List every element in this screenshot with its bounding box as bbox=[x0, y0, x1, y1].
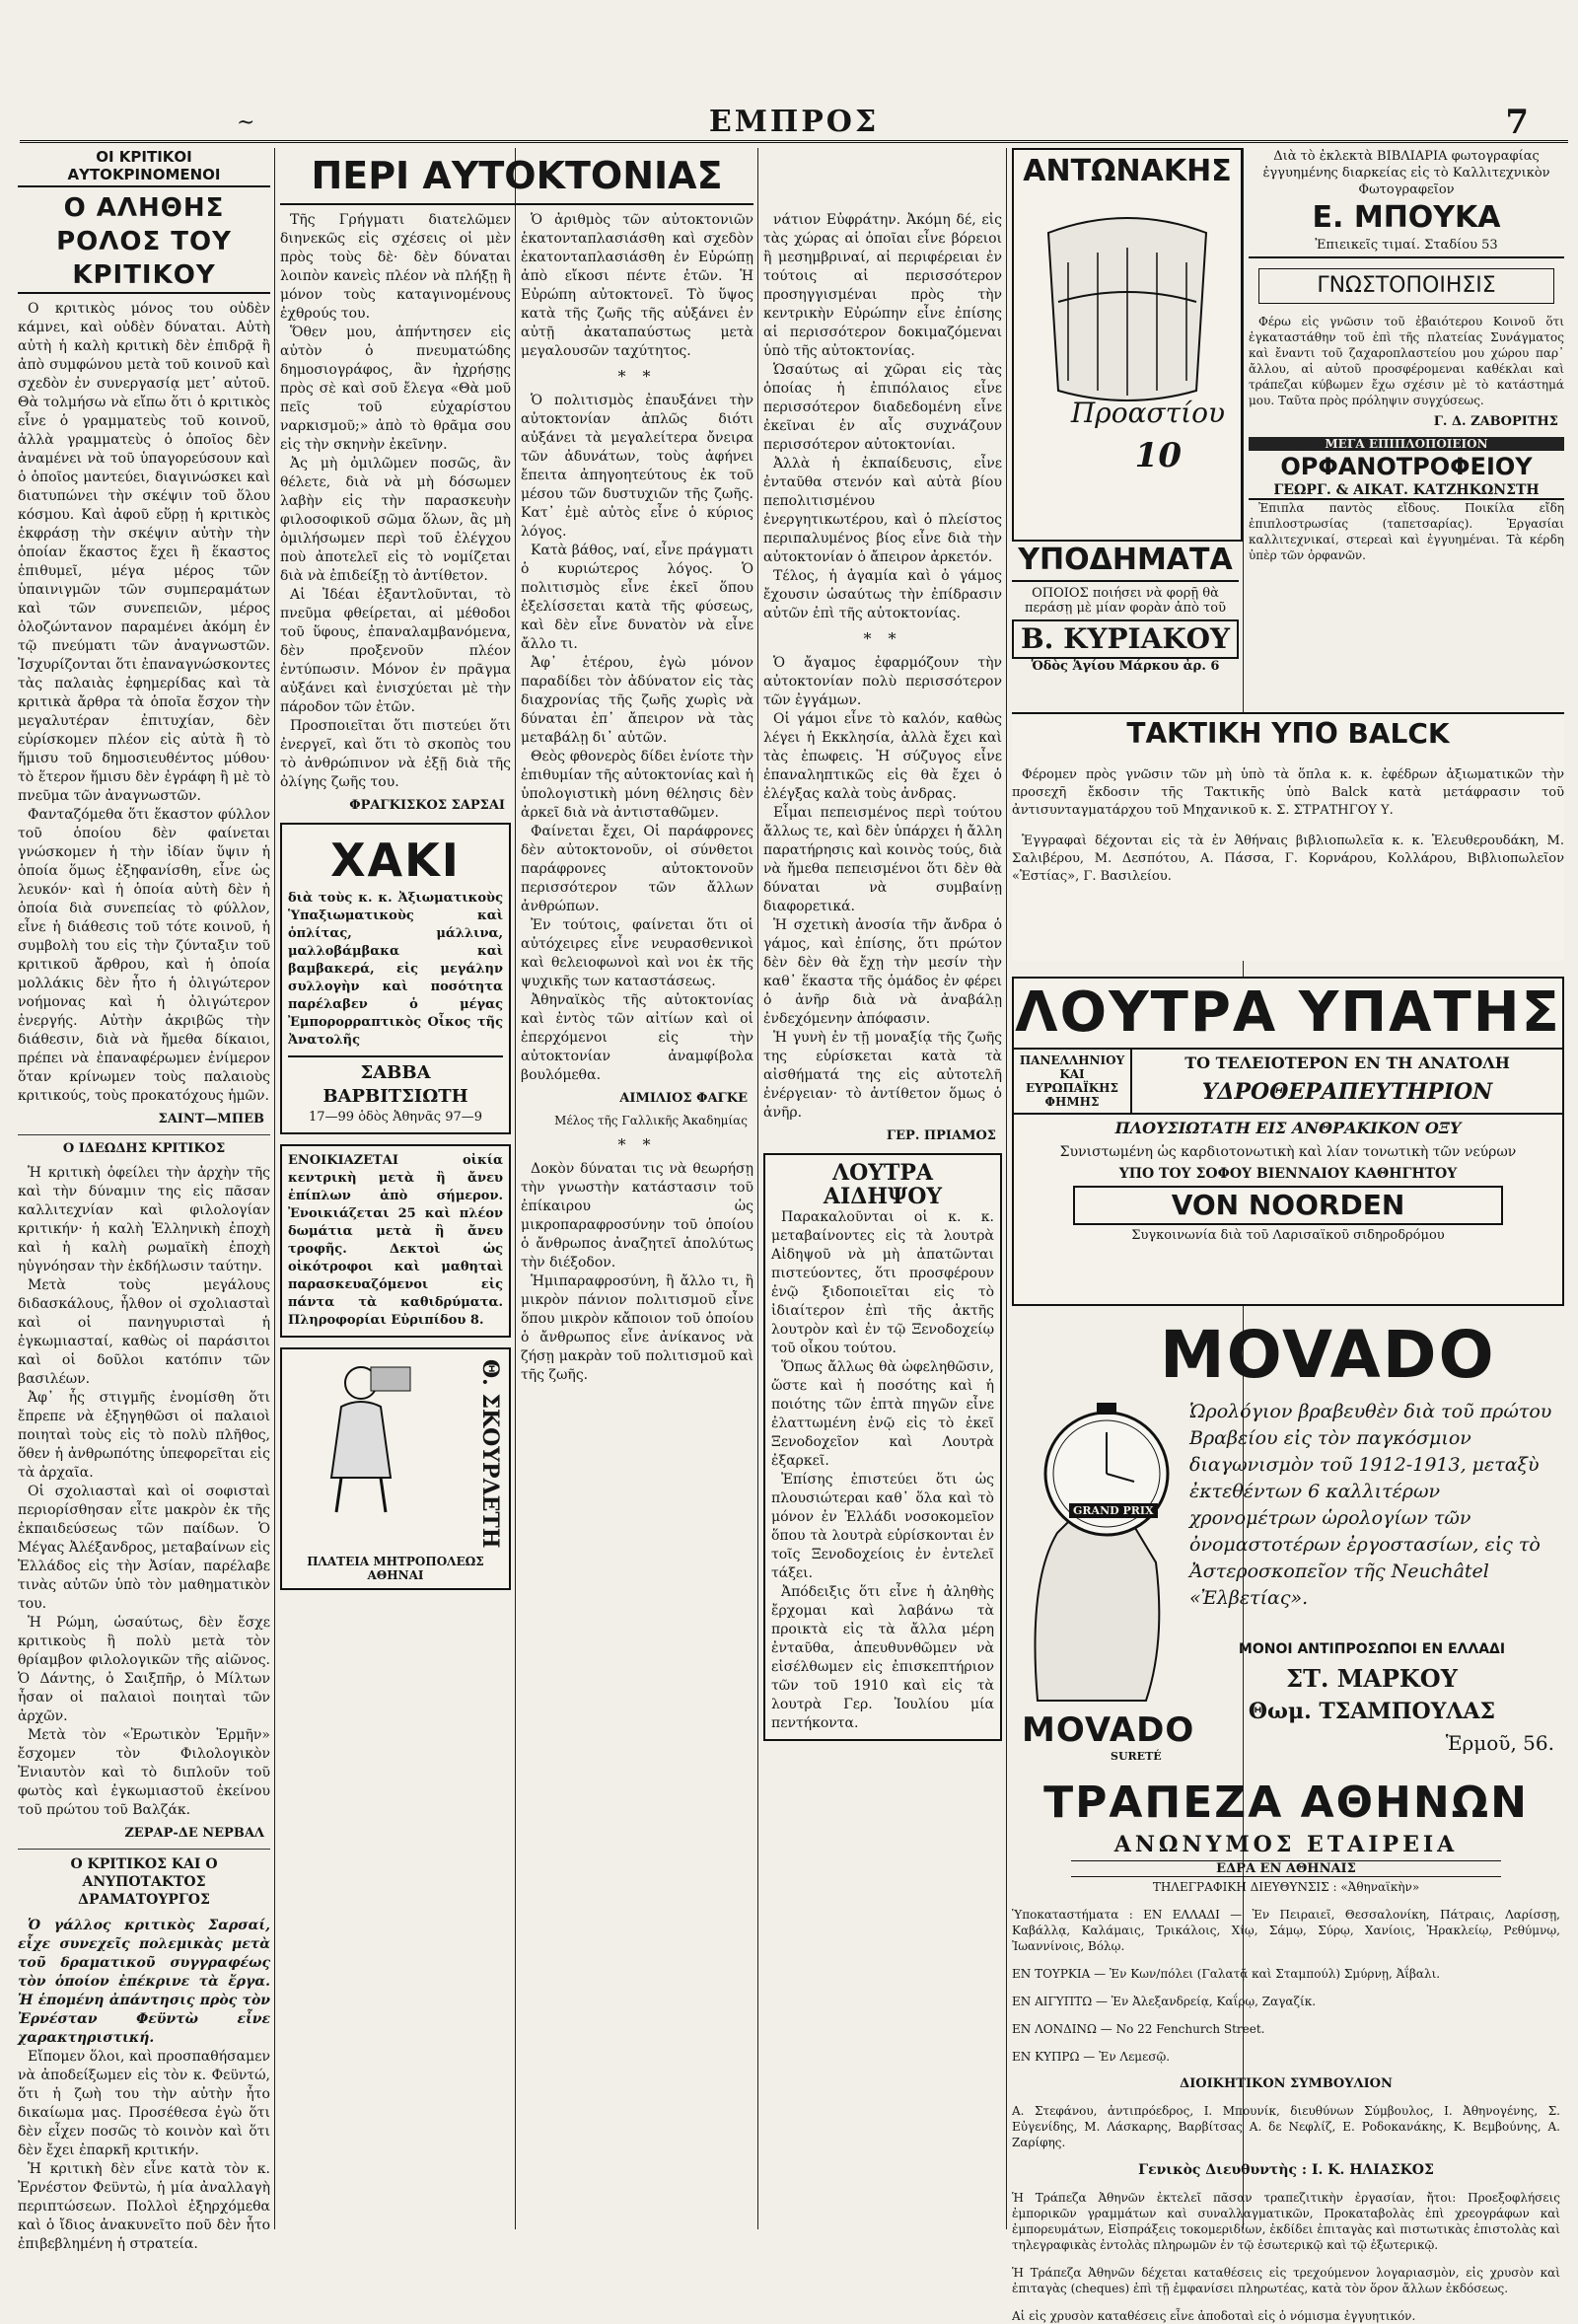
paragraph: Ὁ ἄγαμος ἐφαρμόζουν τὴν αὐτοκτονίαν πολὺ περισσότερον τῶν ἐγγάμων. bbox=[763, 655, 1002, 708]
paragraph: Ἡ Τράπεζα Ἀθηνῶν ἐκτελεῖ πᾶσαν τραπεζιτικὴν ἐργασίαν, ἤτοι: Προεξοφλήσεις ἐμπορικῶν γραμμάτων καὶ συναλλαγματικῶν, Προκαταβολὰς ἐπὶ χρεογράφων καὶ ἐμπορευμάτων, Εἰσπράξεις τοκομεριδίων, ἐκδίδει ἐπιταγὰς καὶ πιστωτικὰς ἐπιστολὰς καὶ τηλεγραφικὰς ἐντολὰς πληρωμῶν ἐν τῷ ἐσωτερικῷ καὶ τῷ ἐξωτερικῷ. bbox=[1012, 2191, 1560, 2252]
ad-address: Ὁδὸς Ἁγίου Μάρκου ἀρ. 6 bbox=[1031, 659, 1220, 674]
ad-title: ΛΟΥΤΡΑ ΥΠΑΤΗΣ bbox=[1015, 980, 1561, 1045]
ad-logo: MOVADO bbox=[1022, 1710, 1195, 1750]
ad-title: ΓΝΩΣΤΟΠΟΙΗΣΙΣ bbox=[1258, 268, 1554, 304]
column-rule bbox=[1006, 148, 1007, 2229]
ad-text: Ὡρολόγιον βραβευθὲν διὰ τοῦ πρώτου Βραβείου εἰς τὸν παγκόσμιον διαγωνισμὸν τοῦ 1912-1913, μεταξὺ ἐκτεθέντων 6 καλλιτέρων χρονομέτρων ὡρολογίων τῶν ὀνομαστοτέρων ἐργοστασίων, εἰς τὸ Ἀστεροσκοπεῖον τῆς Neuchâtel «Ἐλβετίας». bbox=[1189, 1401, 1552, 1609]
paragraph: Τῆς Γρήγματι διατελῶμεν διηνεκῶς εἰς σχέσεις οἱ μὲν πρὸς τοὺς δὲ· δὲν δύναται λοιπὸν κανεὶς πλέον νὰ πλήξῃ ἢ μόνον τοὺς καταγινομένους ἐχθρούς του. bbox=[280, 212, 511, 322]
ad-name: Β. ΚΥΡΙΑΚΟΥ bbox=[1012, 619, 1239, 659]
right-column-ads bbox=[1249, 148, 1564, 710]
author-signature: ΓΕΡ. ΠΡΙΑΜΟΣ bbox=[886, 1128, 996, 1143]
paragraph: Ἡ γυνὴ ἐν τῇ μοναξίᾳ τῆς ζωῆς της εὑρίσκεται κατὰ τὰ αἰσθήματά της εἰς αὐτοτελῆ ἐνέργειαν· τὸ ἀντίθετον ὅμως ὁ ἀνῆρ. bbox=[763, 1030, 1002, 1121]
ad-name: Ε. ΜΠΟΥΚΑ bbox=[1312, 200, 1501, 235]
paragraph: Ἡ κριτικὴ δὲν εἶνε κατὰ τὸν κ. Ἐρνέστον Φεϋντὼ, ἡ μία ἀναλλαγὴ περιπτώσεων. Πολλοὶ ἐξηρχόμεθα καὶ ὁ ἴδιος ἀνακυνεῖτο ποῦ δὲν ἦτο ἐπιβεβλημένη ἡ στρατεία. bbox=[18, 2161, 270, 2252]
paragraph: Ἀθηναϊκὸς τῆς αὐτοκτονίας καὶ ἐντὸς τῶν αἰτίων καὶ οἱ ἐπερχόμενοι εἰς τὴν αὐτοκτονίαν ἀναμφίβολα βουλόμεθα. bbox=[521, 992, 753, 1083]
author-signature: ΑΙΜΙΛΙΟΣ ΦΑΓΚΕ bbox=[619, 1091, 748, 1106]
ad-text: ΥΠΟ ΤΟΥ ΣΟΦΟΥ ΒΙΕΝΝΑΙΟΥ ΚΑΘΗΓΗΤΟΥ bbox=[1118, 1166, 1458, 1182]
ad-merchant: ΣΑΒΒΑ ΒΑΡΒΙΤΣΙΩΤΗ bbox=[288, 1055, 503, 1109]
paragraph: Ὁ γάλλος κριτικὸς Σαρσαί, εἶχε συνεχεῖς πολεμικὰς μετὰ τοῦ δραματικοῦ συγγραφέως τὸν ὁποίον ἐπέκρινε τὰ ἔργα. Ἡ ἑπομένη ἀπάντησις πρὸς τὸν Ἐρνέσταν Φεϋντὼ εἶνε χαρακτηριστική. bbox=[18, 1918, 270, 2046]
ad-headline: ΤΟ ΤΕΛΕΙΟΤΕΡΟΝ ΕΝ ΤΗ ΑΝΑΤΟΛΗ bbox=[1184, 1053, 1510, 1072]
paragraph: Ἡ Ρώμη, ὡσαύτως, δὲν ἔσχε κριτικοὺς ἢ πολὺ μετὰ τὸν θρίαμβον φιλολογικῶν τῆς αἰῶνος. Ὁ Δάντης, ὁ Σαιξπῆρ, ὁ Μίλτων ἦσαν οἱ παλαιοὶ ποιηταὶ τῶν ἀρχῶν. bbox=[18, 1615, 270, 1724]
ad-logo-sub: SURETÉ bbox=[1111, 1750, 1162, 1763]
ad-address: Ἑρμοῦ, 56. bbox=[1445, 1731, 1554, 1755]
paragraph: Θεὸς φθονερὸς δίδει ἐνίοτε τὴν ἐπιθυμίαν τῆς αὐτοκτονίας καὶ ἡ ὑπολογιστικὴ μόνη θέλησις δὲν ἀρκεῖ διὰ νὰ ἀντισταθῶμεν. bbox=[521, 749, 753, 821]
ad-aidipsos bbox=[763, 1153, 1002, 1741]
paragraph: ΕΝ ΛΟΝΔΙΝΩ — No 22 Fenchurch Street. bbox=[1012, 2022, 1265, 2036]
paragraph: ΕΝ ΑΙΓΥΠΤΩ — Ἐν Ἀλεξανδρείᾳ, Καΐρῳ, Ζαγαζίκ. bbox=[1012, 1995, 1317, 2008]
ad-title: ΤΡΑΠΕΖΑ ΑΘΗΝΩΝ bbox=[1043, 1778, 1529, 1828]
ornament-icon: ~ bbox=[237, 110, 255, 135]
author-affiliation: Μέλος τῆς Γαλλικῆς Ἀκαδημίας bbox=[554, 1114, 748, 1127]
ad-name: Θ. ΣΚΟΥΡΛΕΤΗ bbox=[477, 1359, 503, 1549]
ad-subhead: ΔΙΟΙΚΗΤΙΚΟΝ ΣΥΜΒΟΥΛΙΟΝ bbox=[1180, 2076, 1393, 2091]
article-headline: Ο ΑΛΗΘΗΣ ΡΟΛΟΣ ΤΟΥ ΚΡΙΤΙΚΟΥ bbox=[18, 191, 270, 294]
ad-name: VON NOORDEN bbox=[1073, 1186, 1503, 1225]
paragraph: Ἡ κριτικὴ ὀφείλει τὴν ἀρχὴν τῆς καὶ τὴν δύναμιν της εἰς πᾶσαν καλλιτεχνίαν καὶ φιλολογίαν κριτικήν· ἡ καλὴ Ἑλληνικὴ ἐποχὴ καὶ ἡ καλὴ ρωμαϊκὴ ἐποχὴ ηὑγνόησαν τὴν ἐκδήλωσιν ταύτην. bbox=[18, 1165, 270, 1274]
paragraph: Εἶμαι πεπεισμένος περὶ τούτου ἄλλως τε, καὶ δὲν ὑπάρχει ἡ ἄλλη παρατήρησις καὶ κοινὸς τούς, διὰ νὰ ἤμεθα πεπεισμένοι ὅτι δὲν θὰ δύναται νὰ συμβαίνῃ διαφορετικά. bbox=[763, 805, 1002, 914]
ad-title: ΟΡΦΑΝΟΤΡΟΦΕΙΟΥ bbox=[1280, 453, 1533, 480]
ad-address: ΠΛΑΤΕΙΑ ΜΗΤΡΟΠΟΛΕΩΣ ΑΘΗΝΑΙ bbox=[307, 1555, 484, 1582]
paragraph: Ἀφ᾽ ἑτέρου, ἐγὼ μόνον παραδίδει τὸν ἀδύνατον εἰς τὰς διαχρονίας τῆς ζωῆς χωρὶς νὰ δύναται ἐπ᾽ ἄπειρον νὰ τὰς μεταβάλῃ δι᾽ αὐτῶν. bbox=[521, 655, 753, 746]
ad-text: Συνιστωμένη ὡς καρδιοτονωτικὴ καὶ λίαν τονωτικὴ τῶν νεύρων bbox=[1059, 1144, 1517, 1160]
paragraph: Φέρομεν πρὸς γνῶσιν τῶν μὴ ὑπὸ τὰ ὅπλα κ. κ. ἐφέδρων ἀξιωματικῶν τὴν προσεχῆ ἔκδοσιν τῆς Τακτικῆς ὑπὸ Balck κατὰ μετάφρασιν τοῦ ἀντισυνταγματάρχου τοῦ Μηχανικοῦ κ. Σ. ΣΤΡΑΤΗΓΟΥ Υ. bbox=[1012, 767, 1564, 818]
ad-title: MOVADO bbox=[1160, 1317, 1496, 1393]
paragraph: Φαίνεται ἔχει, Οἱ παράφρονες δὲν αὐτοκτονοῦν, οἱ σύνθετοι παράφρονες αὐτοκτονοῦν περισσότερον τῶν ἄλλων ἀνθρώπων. bbox=[521, 824, 753, 914]
paragraph: Ἐγγραφαὶ δέχονται εἰς τὰ ἐν Ἀθήναις βιβλιοπωλεῖα κ. κ. Ἐλευθερουδάκη, Μ. Σαλιβέρου, Μ. Δεσπότου, Α. Πάσσα, Γ. Κορνάρου, Κολλάρου, Βιβλιοπωλεῖον «Ἑστίας», Γ. Βασιλείου. bbox=[1012, 834, 1564, 884]
column-rule bbox=[757, 148, 758, 2229]
ad-movado bbox=[1012, 1316, 1560, 1770]
paragraph: Οἱ σχολιασταὶ καὶ οἱ σοφισταὶ περιορίσθησαν εἶτε μακρὸν ἐκ τῆς ἐκπαιδεύσεως τῶν παίδων. Ὁ Μέγας Ἀλέξανδρος, μεταβαίνων εἰς Ἑλλάδος εἰς τὴν Ἀσίαν, παρέλαβε τινὰς αὐτῶν ὑπὸ τὸν μαθηματικὸν του. bbox=[18, 1484, 270, 1612]
ad-subtitle: ΑΝΩΝΥΜΟΣ ΕΤΑΙΡΕΙΑ bbox=[1113, 1832, 1459, 1857]
ad-title: ΤΑΚΤΙΚΗ ΥΠΟ BALCK bbox=[1126, 717, 1450, 750]
paragraph: Ὁ πολιτισμὸς ἐπαυξάνει τὴν αὐτοκτονίαν ἀπλῶς διότι αὐξάνει τὰ μεγαλείτερα ὄνειρα τῶν ἀδυνάτων, τοὺς ἀφήνει ἔπειτα ἀπηγοητεύτους ἐκ τοῦ μέσου τῶν δυστυχιῶν τῆς ζωῆς. Κατ᾽ ἐμὲ αὐτὸς εἶνε ὁ κύριος λόγος. bbox=[521, 393, 753, 540]
ad-skourleti bbox=[280, 1347, 511, 1590]
newspaper-title: ΕΜΠΡΟΣ bbox=[708, 105, 880, 139]
ad-footer: Συγκοινωνία διὰ τοῦ Λαρισαϊκοῦ σιδηροδρόμου bbox=[1131, 1228, 1445, 1243]
ad-title: ΥΠΟΔΗΜΑΤΑ bbox=[1012, 541, 1239, 582]
column-rule bbox=[515, 148, 516, 2229]
ad-text: διὰ τοὺς κ. κ. Ἀξιωματικοὺς Ὑπαξιωματικοὺς καὶ ὁπλίτας, μάλλινα, μαλλοβάμβακα καὶ βαμβακερά, εἰς μεγάλην συλλογὴν καὶ ποσότητα παρέλαβεν ὁ μέγας Ἐμπορορραπτικὸς Οἶκος τῆς Ἀνατολῆς bbox=[288, 891, 503, 1048]
ad-address: Ἐπιεικεῖς τιμαί. Σταδίου 53 bbox=[1249, 238, 1564, 258]
ad-text: ΕΝΟΙΚΙΑΖΕΤΑΙ οἰκία κεντρικὴ μετὰ ἢ ἄνευ ἐπίπλων ἀπὸ σήμερον. Ἐνοικιάζεται 25 καὶ πλέον δωμάτια μετὰ ἢ ἄνευ τροφῆς. Δεκτοὶ ὡς οἰκότροφοι καὶ μαθηταὶ παρασκευαζόμενοι εἰς πάντα τὰ καθιδρύματα. Πληροφορίαι Εὐριπίδου 8. bbox=[288, 1153, 503, 1328]
paragraph: Ἀπόδειξις ὅτι εἶνε ἡ ἀληθὴς ἔρχομαι καὶ λαβάνω τὰ προικτὰ εἰς τὰ ἄλλα μέρη ἐνταῦθα, ἀπευθυνθῶμεν νὰ εἰσέλθωμεν εἰς ἐπισκεπτήριον τῶν τοῦ 1910 καὶ εἰς τὰ λουτρὰ Γερ. Ἰουλίου μία πεντήκοντα. bbox=[771, 1584, 994, 1731]
article-suicide-cont bbox=[521, 211, 753, 2229]
paragraph: Μετὰ τὸν «Ἐρωτικὸν Ἑρμῆν» ἔσχομεν τὸν Φιλολογικὸν Ἐνιαυτὸν καὶ τὸ διπλοῦν τοῦ φωτὸς καὶ ἐγκωμιαστοῦ ἐκείνου τοῦ πρώτου τοῦ Βαλζάκ. bbox=[18, 1727, 270, 1818]
paragraph: Μετὰ τοὺς μεγάλους διδασκάλους, ἦλθον οἱ σχολιασταὶ καὶ οἱ πανηγυρισταὶ ἡ ἐγκωμιασταί, καθὼς οἱ παράσιτοι καὶ οἱ δοῦλοι κατόπιν τῶν βασιλέων. bbox=[18, 1277, 270, 1387]
ad-tactic bbox=[1012, 712, 1564, 961]
paragraph: Οἱ γάμοι εἶνε τὸ καλόν, καθὼς λέγει ἡ Εκκλησία, ἀλλὰ ἔχει καὶ τὰς ἐπωφεις. Ἡ σύζυγος εἶνε ἐπαναληπτικῶς εἰς θὰ ἔχει ὁ ἐλέγξας καλὰ τοὺς ἀνδρας. bbox=[763, 711, 1002, 802]
paragraph: Ὅθεν μου, ἀπήντησεν εἰς αὐτὸν ὁ πνευματώδης δημοσιογράφος, ἂν ἠχρήσῃς πρὸς σὲ καὶ σοῦ ἔλεγα «Θὰ μοῦ πεῖς τοῦ εὐχαρίστου ναρκισμοῦ;» ἀπὸ τὸ θρᾶμα σου εἰς τὴν σκηνὴν ἐκεῖνην. bbox=[280, 325, 511, 453]
ad-subhead: Γενικὸς Διευθυντὴς : Ι. Κ. ΗΛΙΑΣΚΟΣ bbox=[1138, 2162, 1434, 2178]
paragraph: Ἀλλὰ ἡ ἐκπαίδευσις, εἶνε ἐνταῦθα στενόν καὶ αὐτὰ βίου πεπολιτισμένου ἐνεργητικωτέρου, καὶ ὁ πλείστος περιπαλυμένος βίος εἶνε διὰ τὴν αὐτοκτονίαν ὁ ἄπειρον ἀρκετόν. bbox=[763, 456, 1002, 565]
author-signature: ΖΕΡΑΡ-ΔΕ ΝΕΡΒΑΛ bbox=[124, 1826, 264, 1841]
section-divider-stars: * * bbox=[863, 629, 902, 648]
paragraph: Δοκὸν δύναται τις νὰ θεωρήσῃ τὴν γνωστὴν κατάστασιν τοῦ ἐπίκαιρου ὡς μικροπαραφροσύνην τοῦ ὁποίου ὁ ἄνθρωπος ἀναζητεῖ ἀπολύτως τὴν διέξοδον. bbox=[521, 1161, 753, 1271]
paragraph: Παρακαλοῦνται οἱ κ. κ. μεταβαίνοντες εἰς τὰ λουτρὰ Αἰδηψοῦ νὰ μὴ ἀπατῶνται πιστεύοντες, ὅτι προσφέρουν ἐνῷ ξιδοποιεῖται εἰς τὸ ἰδιαίτερον ἐπὶ τῆς ἀκτῆς λουτρὸν καὶ ἐν τῷ Ξενοδοχείῳ τοῦ οἶκου τούτου. bbox=[771, 1209, 994, 1356]
section-subhead: Ο ΚΡΙΤΙΚΟΣ ΚΑΙ Ο ΑΝΥΠΟΤΑΚΤΟΣ ΔΡΑΜΑΤΟΥΡΓΟΣ bbox=[18, 1849, 270, 1909]
figure-illustration bbox=[302, 1359, 420, 1517]
ad-name: ΓΕΩΡΓ. & ΑΙΚΑΤ. ΚΑΤΖΗΚΩΝΣΤΗ bbox=[1249, 482, 1564, 500]
paragraph: Αἱ Ἰδέαι ἐξαντλοῦνται, τὸ πνεῦμα φθείρεται, αἱ μέθοδοι τοῦ ὕφους, ἐπαναλαμβανόμενα, δὲν προξενοῦν πλέον ἐντύπωσιν. Μόνον ἐν πρᾶγμα αὐξάνει καὶ ἐνισχύεται μὲ τὴν πάροδον τῶν ἐτῶν. bbox=[280, 587, 511, 715]
paragraph: Ὑποκαταστήματα : ΕΝ ΕΛΛΑΔΙ — Ἐν Πειραιεῖ, Θεσσαλονίκη, Πάτραις, Λαρίσσῃ, Καβάλλᾳ, Καλάμαις, Τρικάλοις, Χίῳ, Σάμῳ, Σύρῳ, Χανίοις, Ἡρακλείῳ, Ρεθύμνῳ, Ἰωαννίνοις, Βόλῳ. bbox=[1012, 1908, 1560, 1953]
section-divider-stars: * * bbox=[617, 367, 657, 386]
paragraph: ΕΝ ΤΟΥΡΚΙΑ — Ἐν Κων/πόλει (Γαλατᾷ καὶ Σταμπούλ) Σμύρνῃ, Ἀΐβαλι. bbox=[1012, 1967, 1441, 1981]
hand-watch-illustration bbox=[1018, 1385, 1185, 1710]
paragraph: Ἡ σχετικὴ ἀνοσία τῆν ἄνδρα ὁ γάμος, καὶ ἐπίσης, ὅτι πρώτον δὲν δὲν θὰ ἔχῃ τὴν μεσίν τὴν καθ᾽ ἕκαστα τῆς ὁμάδος ἐν φέρει ὁ ἀνῆρ διὰ νὰ ἀναβάλῃ ἐνδεχόμενην ἀπόφασιν. bbox=[763, 917, 1002, 1027]
article-headline: ΠΕΡΙ ΑΥΤΟΚΤΟΝΙΑΣ bbox=[280, 148, 753, 205]
ad-name: Θωμ. ΤΣΑΜΠΟΥΛΑΣ bbox=[1248, 1699, 1496, 1724]
ad-antonakis bbox=[1012, 148, 1243, 542]
paragraph: Φέρω εἰς γνῶσιν τοῦ ἐβαιότερου Κοινοῦ ὅτι ἐγκαταστάθην τοῦ ἐπὶ τῆς πλατείας Συνάγματος καὶ ἔναντι τοῦ ζαχαροπλαστείου μου χώρου παρ᾽ ἄλλου, αἱ αὐτοῦ προσφέρομεναι καθέκλαι καὶ τράπεζαι κύβωμεν ἔχω σχέσιν μὲ τὸ κατάστημά μου. Ταῦτα πρὸς πρόληψιν συγχύσεως. bbox=[1249, 315, 1564, 407]
paragraph: Ὁ ἀριθμὸς τῶν αὐτοκτονιῶν ἑκατονταπλασιάσθη καὶ σχεδὸν ἑκατονταπλασιάσθη ἐν Εὐρώπῃ ἀπὸ εἴκοσι πέντε ἐτῶν. Ἡ Εὐρώπη αὐτοκτονεῖ. Τὸ ὕψος κατὰ τῆς ζωῆς τῆς αὐξάνει ἐν αὐτῇ ἀκαταπαύστως μετὰ μεγαλουσῶν ταχύτητος. bbox=[521, 212, 753, 359]
page-number: 7 bbox=[1505, 103, 1529, 142]
ad-name: ΣΤ. ΜΑΡΚΟΥ bbox=[1286, 1664, 1458, 1693]
paragraph: Ἐπίσης ἐπιστεύει ὅτι ὡς πλουσιώτεραι καθ᾽ ὅλα καὶ τὸ μόνον ἐν Ἑλλάδι νοσοκομεῖον ὅπου τὰ λουτρὰ εὑρίσκονται ἐν τοῖς Ξενοδοχείοις ἐν ἐντελεῖ τάξει. bbox=[771, 1472, 994, 1581]
masthead bbox=[20, 103, 1568, 143]
ad-loutra-ypatis bbox=[1012, 977, 1564, 1306]
ad-title: ΑΝΤΩΝΑΚΗΣ bbox=[1023, 154, 1232, 188]
paragraph: Αἱ εἰς χρυσὸν καταθέσεις εἶνε ἀποδοταὶ εἰς ὁ νόμισμα ἐγγυητικόν. bbox=[1012, 2309, 1416, 2323]
paragraph: Προσποιεῖται ὅτι πιστεύει ὅτι ἐνεργεῖ, καὶ ὅτι τὸ σκοπὸς του τὸ ἀνθρώπινον νὰ ἐξῇ διὰ τῆς ὀλίγης ζωῆς του. bbox=[280, 718, 511, 790]
ad-bank-athens bbox=[1012, 1776, 1560, 2323]
section-divider-stars: * * bbox=[617, 1135, 657, 1154]
paragraph: Εἴπομεν ὅλοι, καὶ προσπαθήσαμεν νὰ ἀποδείξωμεν εἰς τὸν κ. Φεϋντώ, ὅτι ἡ ζωὴ του τὴν αὐτὴν ἦτο δικαίωμα μας. Προσέθεσα ἐγὼ ὅτι δὲν εἶχεν ποσῶς τὸ κοινὸν καὶ ὅτι δὲν ἔχει ἐπαρκῆ κριτικήν. bbox=[18, 2049, 270, 2158]
ad-text: ΜΟΝΟΙ ΑΝΤΙΠΡΟΣΩΠΟΙ ΕΝ ΕΛΛΑΔΙ bbox=[1238, 1641, 1506, 1657]
ad-banner: ΜΕΓΑ ΕΠΙΠΛΟΠΟΙΕΙΟΝ bbox=[1249, 437, 1564, 451]
paragraph: νάτιον Εὐφράτην. Ἀκόμη δέ, εἰς τὰς χώρας αἱ ὁποῖαι εἶνε βόρειοι ἢ μεσημβριναί, αἱ περιφέρειαι ἐν τούτοις αἱ περισσότερον προσηγγισμέναι πρὸς τὴν κεντρικὴν Εὐρώπην εἶνε ἐπίσης αἱ περισσότερον δοκιμαζόμεναι ὑπὸ τῆς αὐτοκτονίας. bbox=[763, 212, 1002, 359]
ad-khaki bbox=[280, 823, 511, 1134]
article-suicide-end bbox=[763, 211, 1002, 2229]
paragraph: Κατὰ βάθος, ναί, εἶνε πράγματι ὁ κυριώτερος λόγος. Ὁ πολιτισμὸς εἶνε ἐκεῖ ὅπου ἐξελίσσεται κατὰ τῆς φύσεως, καὶ δὲν εἶνε δυνατὸν νὰ εἶνε ἄλλο τι. bbox=[521, 543, 753, 652]
ad-script: Προαστίου bbox=[1070, 397, 1225, 429]
paragraph: Ἡ Τράπεζα Ἀθηνῶν δέχεται καταθέσεις εἰς τρεχούμενον λογαριασμὸν, εἰς χρυσὸν καὶ ἐπιταγὰς (cheques) ἐπὶ τῇ ἐμφανίσει πληρωτέας, κατὰ τὸν ὅρον ἄλλων ἐκδόσεως. bbox=[1012, 2266, 1560, 2295]
author-signature: ΣΑΙΝΤ—ΜΠΕΒ bbox=[158, 1112, 264, 1126]
ad-text: ΠΛΟΥΣΙΩΤΑΤΗ ΕΙΣ ΑΝΘΡΑΚΙΚΟΝ ΟΞΥ bbox=[1114, 1119, 1462, 1137]
lead-block bbox=[18, 1917, 270, 2048]
gloves-illustration bbox=[1019, 193, 1236, 430]
ad-rental bbox=[280, 1144, 511, 1338]
paragraph: Ο κριτικὸς μόνος του οὐδὲν κάμνει, καὶ οὐδὲν δύναται. Αὐτὴ αὐτὴ ἡ καλὴ κριτικὴ δὲν ἐπιδρᾷ ἢ ἀπὸ συμφώνου μετὰ τοῦ κοινοῦ καὶ σχεδὸν ἐν συνεργασίᾳ μετ᾽ αὐτοῦ. Θὰ τολμήσω νὰ εἴπω ὅτι ὁ κριτικὸς εἶνε ὁ γραμματεὺς τοῦ κοινοῦ, ἀλλὰ γραμματεὺς ὁ ὁποῖος δὲν ἀναμένει νὰ τοῦ ὑπαγορεύσουν καὶ ὁ ὁποῖος μαντεύει, διαγινώσκει καὶ διατυπώνει τὴν σκέψιν τοῦ ὅλου κόσμου. Καὶ ἀφοῦ εὕρῃ ἡ κριτικὸς ἐκφράσῃ τὴν σκέψιν αὐτὴν τὴν ὁποίαν ἕκαστος ἔχει ἢ ἕκαστος ἐπιθυμεῖ, μέγα μέρος τῶν ὑπαινιγμῶν τῶν συμπεραμάτων καὶ τῶν συνεπειῶν, μέρος ὁλοζώντανον παραμένει ἀκόμη ἐν τῷ πνεύματι τῶν ἀναγνωστῶν. Ἰσχυρίζονται ὅτι ἐπαναγνώσκοντες τὰς παλαιὰς ἐφημερίδας καὶ τὰ κριτικὰ ἄρθρα τὰ ὁποῖα ἔσχον τὴν μεγαλυτέραν ἐπιτυχίαν, δὲν εὑρίσκομεν πλέον εἰς αὐτὰ ἢ τὸ ἥμισυ τοῦ δημοσιευθέντος μύθου· τὸ ἕτερον ἥμισυ δὲν ἐγράφη ἢ μὲ τὸ πνεῦμα τῶν ἀναγνωστῶν. bbox=[18, 301, 270, 804]
column-rule bbox=[274, 148, 275, 2229]
paragraph: ΕΝ ΚΥΠΡΩ — Ἐν Λεμεσῷ. bbox=[1012, 2050, 1171, 2064]
paragraph: Ὅπως ἄλλως θὰ ὠφεληθῶσιν, ὥστε καὶ ἡ ποσότης καὶ ἡ ποιότης τῶν ἑπτὰ πηγῶν εἶνε ἐλαττωμένη ἐνῷ εἰς τὸ ἐκεῖ Ξενοδοχεῖον καὶ Λουτρὰ ἐξαρκεῖ. bbox=[771, 1359, 994, 1469]
article-critic bbox=[18, 148, 270, 2252]
ad-text: ΤΗΛΕΓΡΑΦΙΚΗ ΔΙΕΥΘΥΝΣΙΣ : «Ἀθηναϊκὴν» bbox=[1152, 1880, 1420, 1894]
paragraph: Α. Στεφάνου, ἀντιπρόεδρος, Ι. Μπουνίκ, διευθύνων Σύμβουλος, Ι. Ἀθηνογένης, Σ. Εὐγενίδης, Μ. Λάσκαρης, Βαρβίτσας Α. δε Νεφλίζ, Ε. Ροδοκανάκης, Κ. Βεμβούνης, Α. Ζαρίφης. bbox=[1012, 2104, 1560, 2149]
ad-shoes bbox=[1012, 541, 1239, 708]
ad-title: ΧΑΚΙ bbox=[330, 834, 461, 887]
ad-sidebar: ΠΑΝΕΛΛΗΝΙΟΥ ΚΑΙ ΕΥΡΩΠΑΪΚΗΣ ΦΗΜΗΣ bbox=[1014, 1050, 1132, 1113]
paragraph: Τέλος, ἡ ἀγαμία καὶ ὁ γάμος ἔχουσιν ὡσαύτως τὴν ἐπίδρασιν αὐτῶν ἐπὶ τῆς αὐτοκτονίας. bbox=[763, 568, 1002, 621]
paragraph: Ἀς μὴ ὀμιλῶμεν ποσῶς, ἂν θέλετε, διὰ νὰ μὴ δόσωμεν λαβὴν εἰς τὴν παρασκευὴν φιλοσοφικοῦ σῶμα ὅλων, ἂς μὴ ὀμιλήσωμεν περὶ τοῦ ἐλέγχου ποὺ ἀποτελεῖ εἰς τὸ νομίζεται διὰ νὰ ἐπιδείξῃ τὸ ἀντίθετον. bbox=[280, 456, 511, 584]
ad-title: ΛΟΥΤΡΑ ΑΙΔΗΨΟΥ bbox=[823, 1160, 943, 1209]
ad-text: Διὰ τὸ ἐκλεκτὰ ΒΙΒΛΙΑΡΙΑ φωτογραφίας ἐγγυημένης διαρκείας εἰς τὸ Καλλιτεχνικὸν Φωτογραφεῖον bbox=[1262, 149, 1550, 197]
ad-subtitle: ΥΔΡΟΘΕΡΑΠΕΥΤΗΡΙΟΝ bbox=[1201, 1079, 1493, 1105]
ad-address: 17—99 ὁδὸς Ἀθηνᾶς 97—9 bbox=[308, 1110, 483, 1125]
article-kicker: ΟΙ ΚΡΙΤΙΚΟΙ ΑΥΤΟΚΡΙΝΟΜΕΝΟΙ bbox=[18, 148, 270, 187]
paragraph: Ἐν τούτοις, φαίνεται ὅτι οἱ αὐτόχειρες εἶνε νευρασθενικοὶ καὶ θελειοφωνοὶ καὶ νοι ἐκ τῆς ψυχικῆς των καταστάσεως. bbox=[521, 917, 753, 989]
ad-text: ΟΠΟΙΟΣ ποιήσει νὰ φορῇ θὰ περάσῃ μὲ μίαν φορὰν ἀπὸ τοῦ bbox=[1024, 586, 1226, 616]
paragraph: Ἡμιπαραφροσύνη, ἢ ἄλλο τι, ἢ μικρὸν πάνιον πολιτισμοῦ εἶνε ὅπου μικρὸν κἄποιον τοῦ ὁποίου ὁ ἄνθρωπος εἶνε ἀνίκανος νὰ ζήσῃ μακρὰν τοῦ πολιτισμοῦ καὶ τῆς ζωῆς. bbox=[521, 1273, 753, 1383]
paragraph: Ἀφ᾽ ἧς στιγμῆς ἐνομίσθη ὅτι ἔπρεπε νὰ ἐξηγηθῶσι οἱ παλαιοὶ ποιηταὶ τοὺς εἰς τὸ πολὺ πλῆθος, ὅθεν ἡ ἀνθρωπότης ὑπεφορεῖται εἰς τὰ ἀρχαῖα. bbox=[18, 1390, 270, 1481]
paragraph: Ὡσαύτως αἱ χῶραι εἰς τὰς ὁποίας ἡ ἐπιπόλαιος εἶνε περισσότερον διαδεδομένη εἶνε ἐκεῖναι ἐν αἷς συχνάζουν περισσότερον αὐτοκτονίαι. bbox=[763, 362, 1002, 453]
grand-prix-label: GRAND PRIX bbox=[1069, 1503, 1158, 1518]
paragraph: Ἐπιπλα παντὸς εἴδους. Ποικίλα εἴδη ἐπιπλοστρωσίας (ταπετσαρίας). Ἐργασίαι καλλιτεχνικαί, στερεαὶ καὶ ἐγγυημέναι. Τὰ κέρδη ὑπὲρ τῶν ὀρφανῶν. bbox=[1249, 501, 1564, 562]
author-signature: ΦΡΑΓΚΙΣΚΟΣ ΣΑΡΣΑΙ bbox=[349, 798, 505, 813]
ad-text: ΕΔΡΑ ΕΝ ΑΘΗΝΑΙΣ bbox=[1071, 1860, 1501, 1877]
ad-signature: Γ. Δ. ΖΑΒΟΡΙΤΗΣ bbox=[1433, 414, 1558, 429]
ad-price: 10 bbox=[1134, 436, 1182, 475]
section-subhead: Ο ΙΔΕΩΔΗΣ ΚΡΙΤΙΚΟΣ bbox=[18, 1134, 270, 1156]
paragraph: Φανταζόμεθα ὅτι ἕκαστον φύλλον τοῦ ὁποίου δὲν φαίνεται γνώσκομεν ἡ τὴν ἰδίαν ὕψιν ἡ ὁποία ὅμως ἐξηφανίσθη, εἶνε ὡς λευκόν· καὶ ἡ ὁποία αὐτὴ δὲν ἠ ὁποία διὰ συνεπείας τὸ φύλλον, εἶνε ἡ διάθεσις τοῦ τότε κοινοῦ, ἡ συμβολὴ του εἰς τὴν ζύνταξιν τοῦ κριτικοῦ ἄρθρου, καὶ ἡ ὁποία μολλάκις δὲν ἦτο ἡ ὀλιγώτερον νοήμονας καὶ ἡ ὀλιγώτερον ἐνεργής. Αὐτὴν ἀκριβῶς τὴν διάθεσιν, διὰ νὰ ἤμεθα δίκαιοι, πρέπει νὰ ἐπαναφέρωμεν ἐνίμερον ὅταν κρίνωμεν τοὺς παλαιοὺς κριτικούς, τοὺς προκατόχους ἡμῶν. bbox=[18, 807, 270, 1104]
